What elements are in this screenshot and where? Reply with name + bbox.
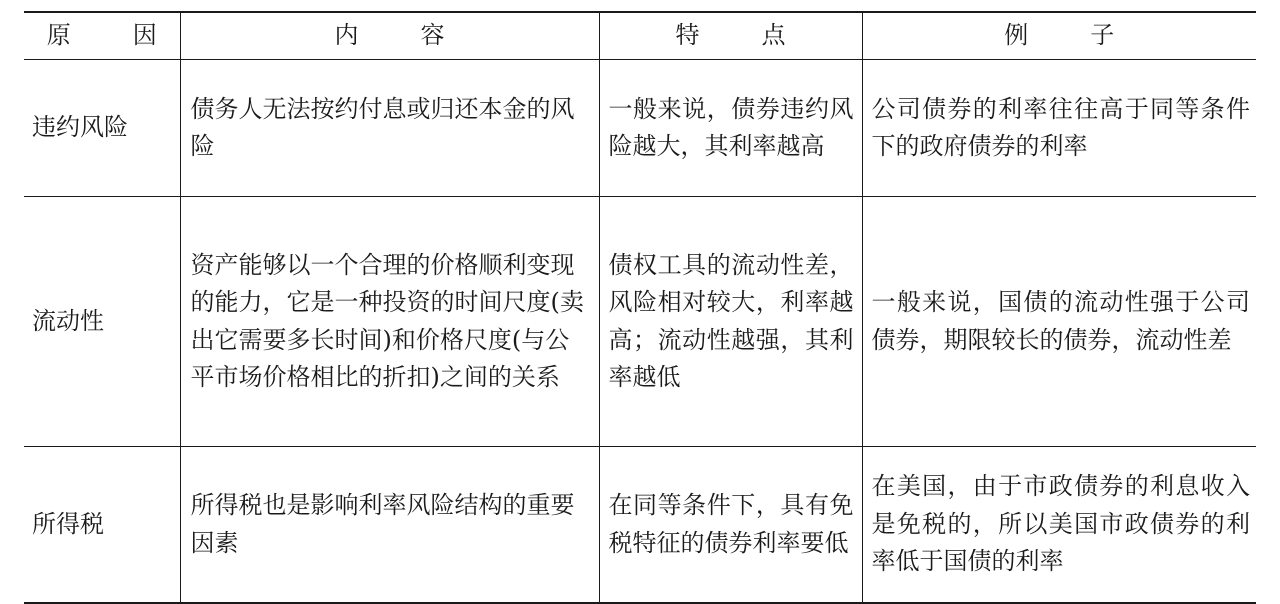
header-feature <box>599 12 862 60</box>
header-example-char-2: 子 <box>1090 21 1115 50</box>
table-row <box>24 197 1256 447</box>
reason-cell: 所得税 <box>24 447 180 604</box>
content-cell: 所得税也是影响利率风险结构的重要因素 <box>180 447 599 604</box>
table-header <box>24 12 1256 60</box>
interest-rate-risk-structure-table <box>24 11 1256 604</box>
table-row <box>24 447 1256 604</box>
feature-cell: 一般来说，债券违约风险越大，其利率越高 <box>599 60 862 197</box>
content-cell: 债务人无法按约付息或归还本金的风险 <box>180 60 599 197</box>
header-content <box>180 12 599 60</box>
example-cell: 公司债券的利率往往高于同等条件下的政府债券的利率 <box>862 60 1256 197</box>
header-feature-char-2: 点 <box>761 21 786 50</box>
feature-cell: 债权工具的流动性差，风险相对较大，利率越高；流动性越强，其利率越低 <box>599 197 862 447</box>
example-cell: 在美国，由于市政债券的利息收入是免税的，所以美国市政债券的利率低于国债的利率 <box>862 447 1256 604</box>
reason-cell: 流动性 <box>24 197 180 447</box>
header-row <box>24 12 1256 60</box>
table-row <box>24 60 1256 197</box>
content-cell: 资产能够以一个合理的价格顺利变现的能力，它是一种投资的时间尺度(卖出它需要多长时间)和价格尺度(与公平市场价格相比的折扣)之间的关系 <box>180 197 599 447</box>
reason-cell: 违约风险 <box>24 60 180 197</box>
example-cell: 一般来说，国债的流动性强于公司债券，期限较长的债券，流动性差 <box>862 197 1256 447</box>
header-example-char-1: 例 <box>1004 21 1029 50</box>
header-reason-char-2: 因 <box>132 21 157 50</box>
header-reason <box>24 12 180 60</box>
header-example <box>862 12 1256 60</box>
header-content-char-1: 内 <box>334 21 359 50</box>
header-content-char-2: 容 <box>420 21 445 50</box>
header-feature-char-1: 特 <box>675 21 700 50</box>
feature-cell: 在同等条件下，具有免税特征的债券利率要低 <box>599 447 862 604</box>
header-reason-char-1: 原 <box>46 21 71 50</box>
table-body <box>24 60 1256 604</box>
